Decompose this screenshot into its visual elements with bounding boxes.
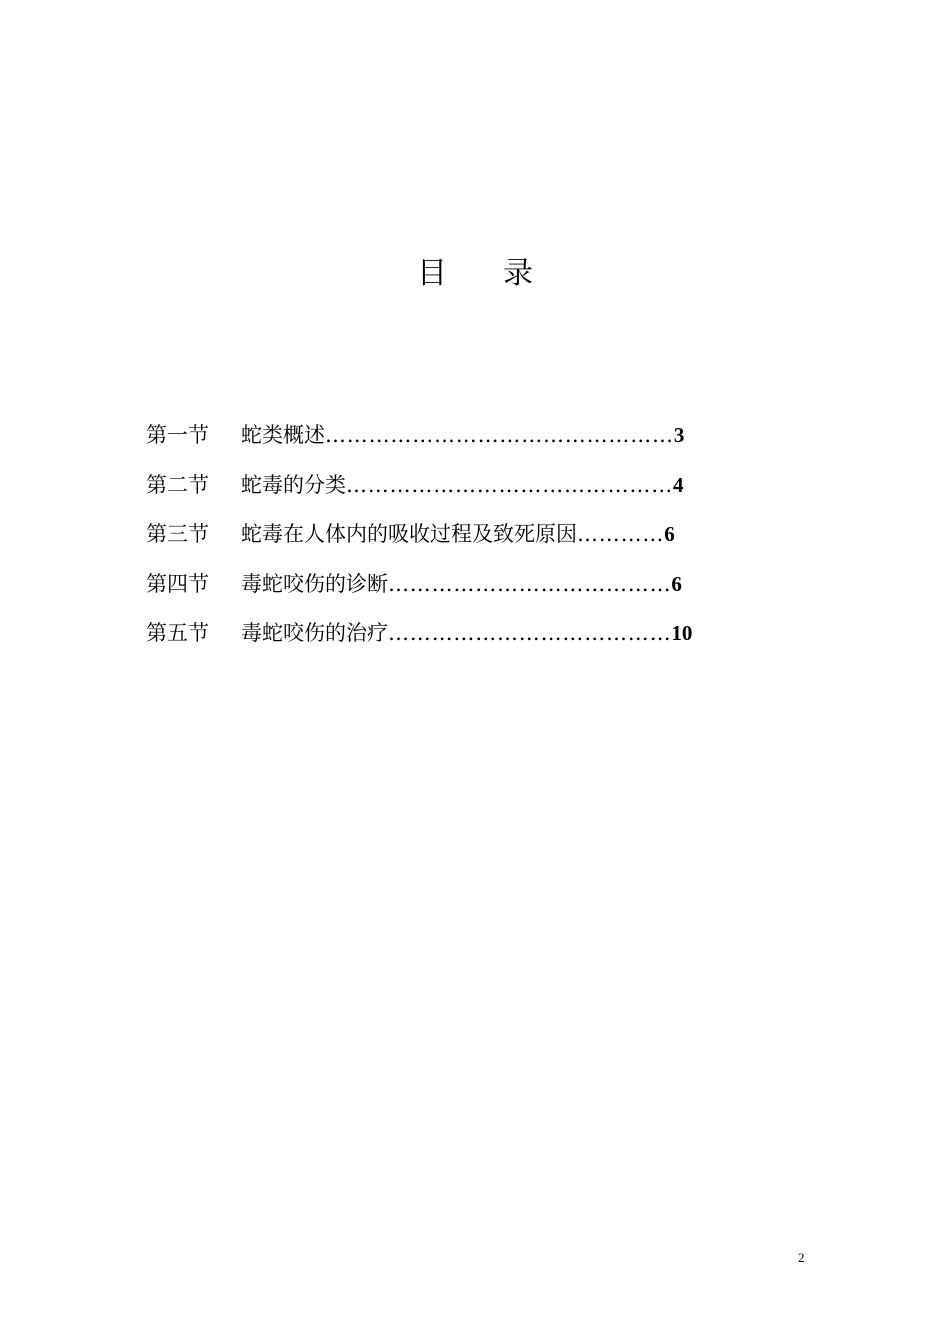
toc-page-number: 3 — [673, 423, 685, 447]
toc-heading-char-1: 目 — [417, 256, 447, 291]
toc-entry-text — [241, 517, 675, 551]
toc-section-label: 第五节 — [146, 621, 209, 645]
toc-entry-text — [241, 616, 692, 650]
toc-section-label: 第三节 — [146, 522, 209, 546]
toc-leader-dots: ………… — [577, 522, 665, 546]
toc-entry-4[interactable] — [146, 567, 766, 601]
toc-section-label: 第一节 — [146, 423, 209, 447]
toc-entry-1[interactable] — [146, 418, 766, 452]
toc-leader-dots: ………………………………………… — [325, 423, 674, 447]
toc-entry-title: 蛇毒的分类 — [241, 472, 346, 497]
toc-entry-5[interactable] — [146, 616, 766, 650]
footer-page-number: 2 — [798, 1250, 805, 1265]
toc-list — [146, 418, 766, 666]
toc-entry-text — [241, 418, 684, 452]
toc-heading — [0, 252, 950, 296]
toc-entry-title: 毒蛇咬伤的治疗 — [241, 621, 388, 645]
toc-entry-text — [241, 567, 682, 601]
toc-section-label: 第二节 — [146, 472, 209, 497]
toc-page-number: 6 — [671, 571, 682, 596]
toc-entry-title: 蛇毒在人体内的吸收过程及致死原因 — [241, 522, 577, 546]
toc-leader-dots: ………………………………… — [388, 571, 672, 596]
toc-section-label: 第四节 — [146, 571, 209, 596]
toc-leader-dots: ……………………………………… — [346, 472, 673, 497]
toc-entry-2[interactable] — [146, 468, 766, 502]
toc-page-number: 4 — [673, 472, 684, 497]
toc-leader-dots: ………………………………… — [388, 621, 672, 645]
toc-heading-char-2: 录 — [503, 256, 533, 291]
toc-entry-text — [241, 468, 684, 502]
toc-entry-3[interactable] — [146, 517, 766, 551]
toc-entry-title: 毒蛇咬伤的诊断 — [241, 571, 388, 596]
toc-page-number: 6 — [664, 522, 675, 546]
toc-page-number: 10 — [671, 621, 693, 645]
toc-entry-title: 蛇类概述 — [241, 423, 325, 447]
